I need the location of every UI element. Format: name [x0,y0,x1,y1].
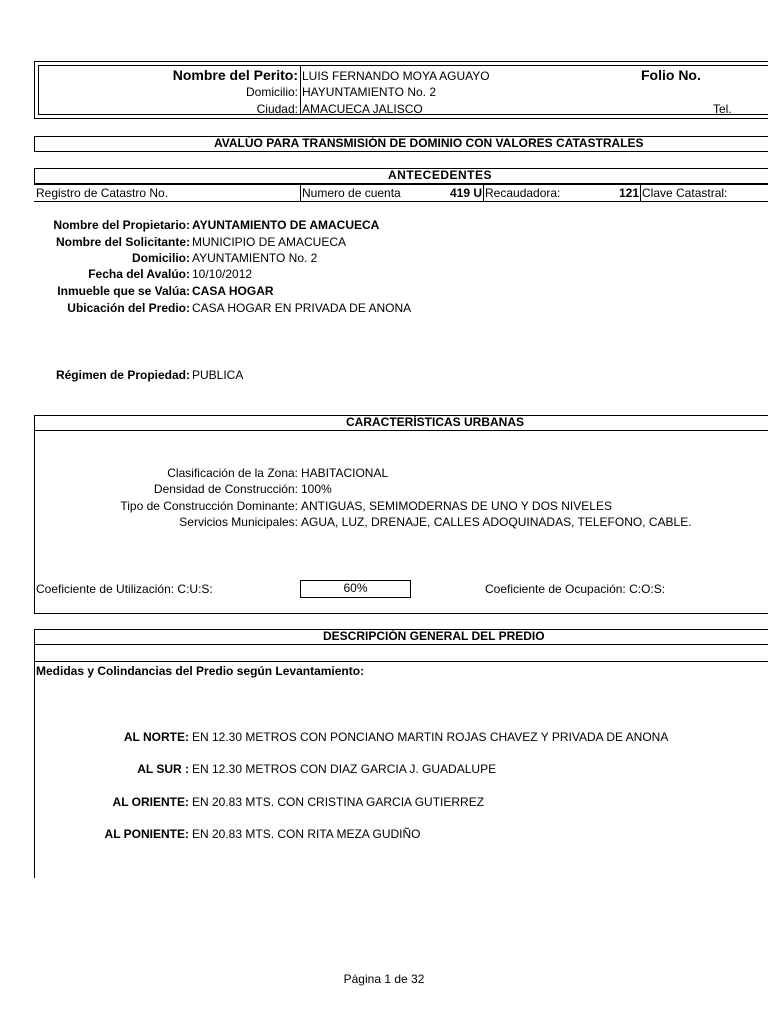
numero-cuenta-value: 419 U [449,186,482,200]
numero-cuenta-label: Numero de cuenta [302,186,401,200]
solicitante-label: Nombre del Solicitante: [55,235,190,249]
antecedentes-row-top [34,184,768,185]
servicios-label: Servicios Municipales: [179,515,298,529]
avaluo-title: AVALÚO PARA TRANSMISIÓN DE DOMINIO CON VALORES CATASTRALES [214,136,644,150]
oriente-value: EN 20.83 MTS. CON CRISTINA GARCIA GUTIERREZ [192,795,485,809]
sur-label: AL SUR : [137,762,189,776]
tipo-construccion-label: Tipo de Construcción Dominante: [120,499,298,513]
densidad-label: Densidad de Construcción: [153,482,298,496]
antecedentes-title: ANTECEDENTES [388,168,493,182]
regimen-value: PUBLICA [192,368,244,382]
perito-ciudad-label: Ciudad: [256,102,298,116]
fecha-avaluo-value: 10/10/2012 [192,267,253,281]
urbanas-title: CARACTERÍSTICAS URBANAS [346,415,525,429]
propietario-domicilio-value: AYUNTAMIENTO No. 2 [192,251,318,265]
registro-catastro-label: Registro de Catastro No. [36,186,169,200]
oriente-label: AL ORIENTE: [112,795,189,809]
poniente-value: EN 20.83 MTS. CON RITA MEZA GUDIÑO [192,827,421,841]
tel-label: Tel. [713,102,732,116]
regimen-label: Régimen de Propiedad: [55,368,190,382]
perito-domicilio-label: Domicilio: [245,85,298,99]
zona-label: Clasificación de la Zona: [167,466,298,480]
medidas-label: Medidas y Colindancias del Predio según Levantamiento: [36,664,365,678]
cos-label: Coeficiente de Ocupación: C:O:S: [485,582,666,596]
predio-left-border [34,645,35,878]
folio-label: Folio No. [641,67,701,83]
propietario-value: AYUNTAMIENTO DE AMACUECA [192,218,380,232]
poniente-label: AL PONIENTE: [104,827,189,841]
urbanas-bottom-border [34,613,768,614]
cus-label: Coeficiente de Utilización: C:U:S: [36,582,213,596]
ubicacion-value: CASA HOGAR EN PRIVADA DE ANONA [192,301,412,315]
cus-value: 60% [343,581,368,595]
propietario-domicilio-label: Domicilio: [131,251,190,265]
clave-catastral-label: Clave Catastral: [642,186,728,200]
recaudadora-value: 121 [618,186,639,200]
recaudadora-label: Recaudadora: [485,186,561,200]
perito-ciudad-value: AMACUECA JALISCO [302,102,423,116]
inmueble-value: CASA HOGAR [192,284,274,298]
perito-name-label: Nombre del Perito: [172,67,298,83]
propietario-label: Nombre del Propietario: [53,218,190,232]
sur-value: EN 12.30 METROS CON DIAZ GARCIA J. GUADALUPE [192,762,497,776]
norte-value: EN 12.30 METROS CON PONCIANO MARTIN ROJAS CHAVEZ Y PRIVADA DE ANONA [192,730,669,744]
solicitante-value: MUNICIPIO DE AMACUECA [192,235,347,249]
perito-name-value: LUIS FERNANDO MOYA AGUAYO [302,69,490,83]
predio-title: DESCRIPCIÓN GENERAL DEL PREDIO [323,629,545,643]
ubicacion-label: Ubicación del Predio: [67,301,190,315]
antecedentes-row-bottom [34,201,768,202]
perito-domicilio-value: HAYUNTAMIENTO No. 2 [302,85,437,99]
fecha-avaluo-label: Fecha del Avalúo: [88,267,190,281]
urbanas-left-border [34,431,35,614]
predio-sub-border [34,661,768,662]
zona-value: HABITACIONAL [301,466,389,480]
densidad-value: 100% [301,482,332,496]
norte-label: AL NORTE: [123,730,189,744]
page-number: Página 1 de 32 [343,972,425,986]
servicios-value: AGUA, LUZ, DRENAJE, CALLES ADOQUINADAS, TELEFONO, CABLE. [301,515,692,529]
tipo-construccion-value: ANTIGUAS, SEMIMODERNAS DE UNO Y DOS NIVELES [301,499,612,513]
inmueble-label: Inmueble que se Valúa: [57,284,190,298]
